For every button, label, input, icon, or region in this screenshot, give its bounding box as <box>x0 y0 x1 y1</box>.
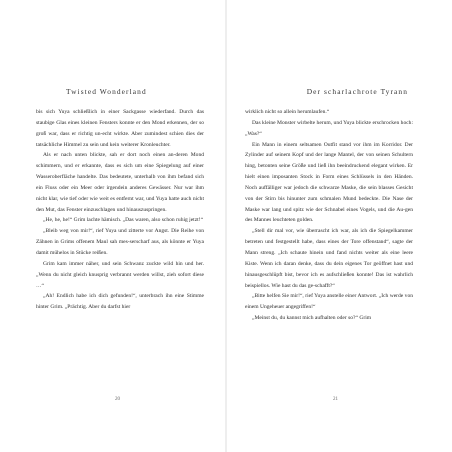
paragraph: „Ah! Endlich habe ich dich gefunden!“, unterbrach ihn eine Stimme hinter Grim. „Prächtig. Aber du darfst hier <box>36 293 204 311</box>
right-page <box>226 0 452 452</box>
page-number-right: 21 <box>333 397 338 402</box>
paragraph: wirklich nicht so allein herumlaufen.“ <box>245 109 330 115</box>
page-number-left: 20 <box>115 397 120 402</box>
paragraph: „Bitte helfen Sie mir!“, rief Yuya anstelle einer Antwort. „Ich werde von einem Ungeheuer angegriffen!“ <box>245 293 413 311</box>
paragraph: bis sich Yuya schließlich in einer Sackgasse wiederfand. Durch das staubige Glas eines kleinen Fensters konnte er den Mond erkennen, der so groß war, dass er richtig un-echt wirkte. Aber zumindest schien dies der tatsächliche Himmel zu sein und kein weiterer Kronleuchter. <box>36 109 204 148</box>
running-head-right: Der scharlachrote Tyrann <box>306 87 408 96</box>
paragraph: Ein Mann in einem seltsamen Outfit stand vor ihm im Korridor. Der Zylinder auf seinem Kopf und der lange Mantel, der von seinen Schultern hing, betonten seine Größe und ließ ihn beeindruckend elegant wirken. Er hielt einen imposanten Stock in Form eines Schlüssels in den Händen. Noch auffälliger war jedoch die schwarze Maske, die sein blasses Gesicht von der Stirn bis hinunter zum schmalen Mund bedeckte. Die Nase der Maske war lang und spitz wie der Schnabel eines Vogels, und die Au-gen des Mannes leuchteten golden. <box>245 141 413 224</box>
left-page-text <box>36 107 204 313</box>
running-head-left: Twisted Wonderland <box>66 87 147 96</box>
paragraph: „He, he, he!“ Grim lachte hämisch. „Das waren, also schon ruhig jetzt!“ <box>43 217 204 224</box>
paragraph: Als er nach unten blickte, sah er dort noch einen an-deren Mond schimmern, und er erkannte, dass es sich um eine Spiegelung auf einer Wasseroberfläche handelte. Das bedeutete, unterhalb von ihm befand sich ein Fluss oder ein Meer oder irgendein anderes Gewässer. Nur war ihm nicht klar, wie tief oder wie weit es entfernt war, und Yuya hatte auch nicht den Mut, das Fenster einzuschlagen und hinauszuspringen. <box>36 152 204 213</box>
paragraph: „Meinst du, du kannst mich aufhalten oder so?“ Grim <box>252 315 372 322</box>
right-page-text <box>245 107 413 324</box>
paragraph: Grim kam immer näher, und sein Schwanz zuckte wild hin und her. „Wenn du nicht gleich knusprig verbrannt werden willst, zieh sofort diese …“ <box>36 260 204 289</box>
paragraph: Das kleine Monster wirbelte herum, und Yuya blickte erschrocken hoch: „Was?“ <box>245 119 413 137</box>
paragraph: „Stell dir mal vor, wie überrascht ich war, als ich die Spiegelkammer betreten und festgestellt habe, dass eines der Tore offenstand“, sagte der Mann streng. „Ich schaute hinein und fand nichts weiter als eine leere Kiste. Wenn ich daran denke, dass du dein eigenes Tor geöffnet hast und hinausgeschlüpft bist, bevor ich es aufschließen konnte! Das ist wahrlich beispiellos. Wie hast du das ge-schafft?“ <box>245 228 413 289</box>
paragraph: „Bleib weg von mir!“, rief Yuya und zitterte vor Angst. Die Reihe von Zähnen in Grims offenem Maul sah mes-serscharf aus, als könnte er Yuya damit mühelos in Stücke reißen. <box>36 228 204 256</box>
